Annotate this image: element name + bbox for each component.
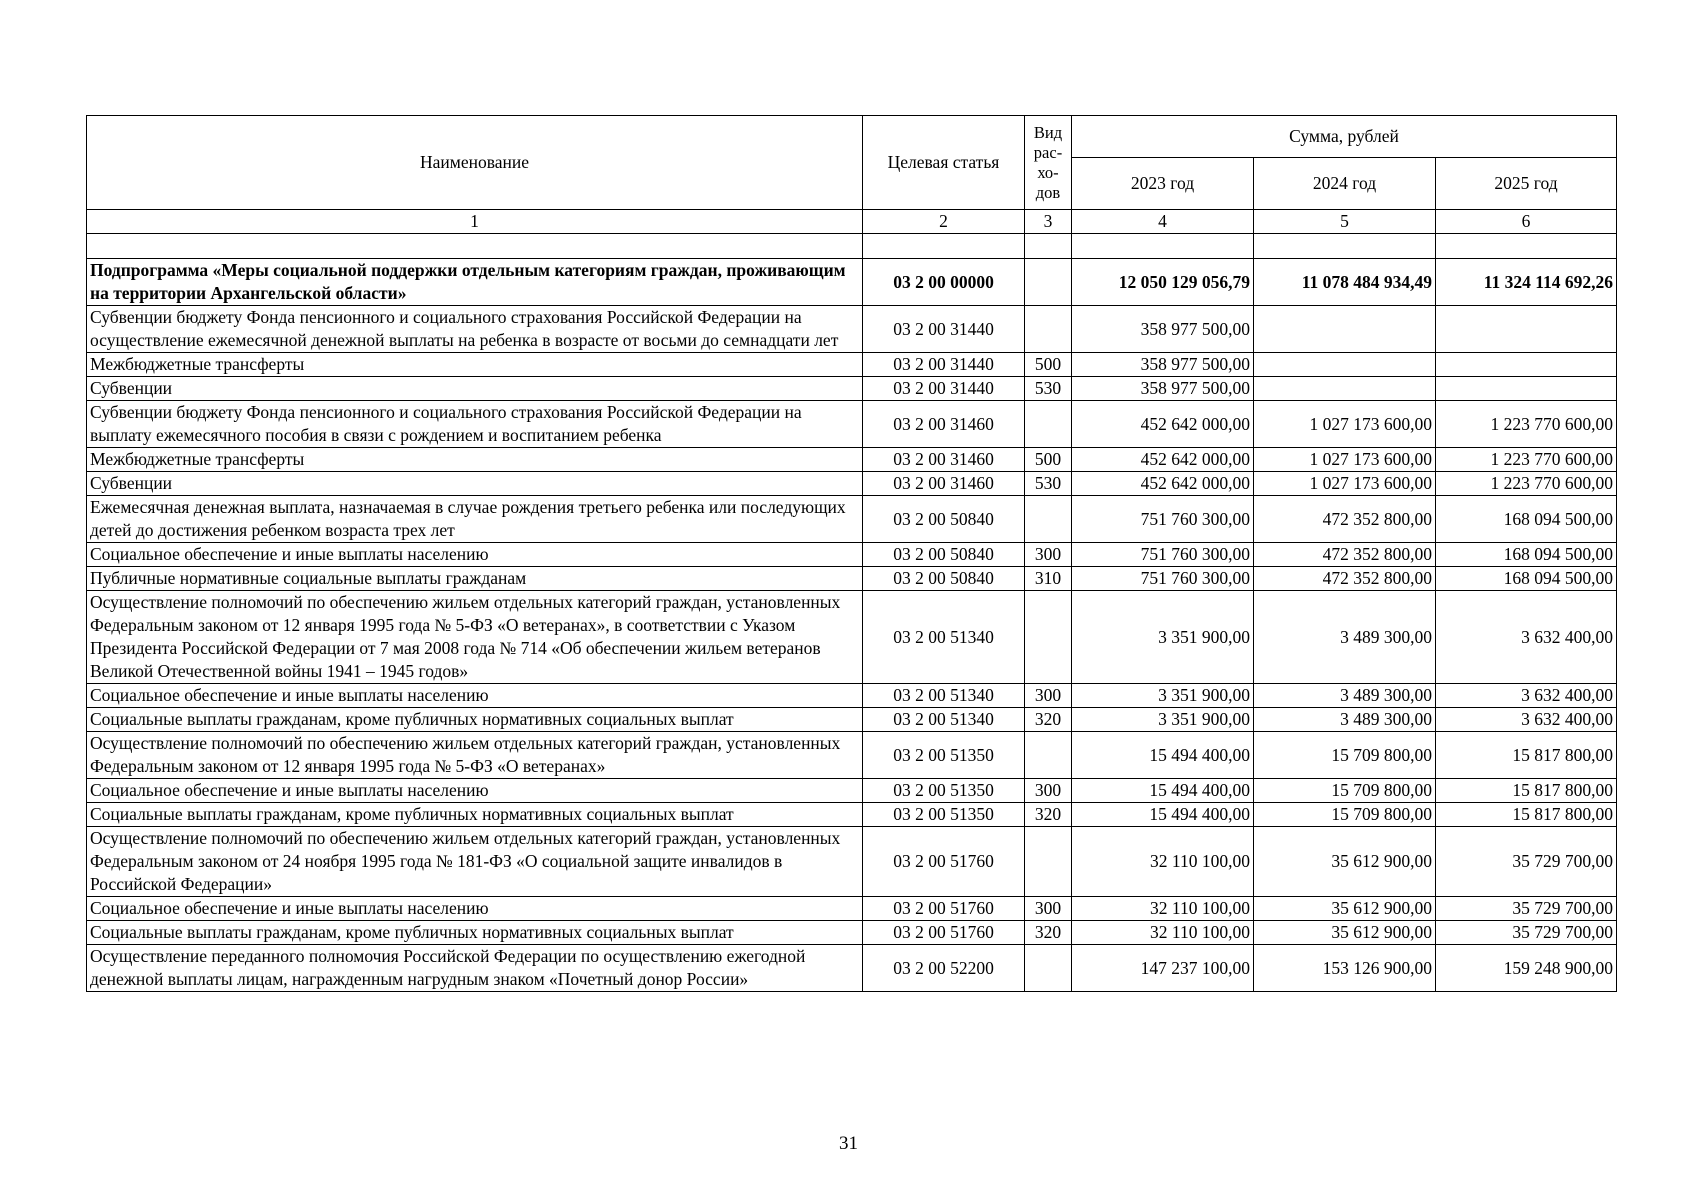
table-row <box>87 827 1617 897</box>
row-amount-2024 <box>1254 306 1436 353</box>
row-name: Социальное обеспечение и иные выплаты населению <box>87 779 863 803</box>
row-amount-2024: 3 489 300,00 <box>1254 708 1436 732</box>
row-amount-2023: 751 760 300,00 <box>1072 567 1254 591</box>
row-amount-2025: 168 094 500,00 <box>1436 496 1617 543</box>
table-row <box>87 353 1617 377</box>
row-expense-kind: 530 <box>1025 472 1072 496</box>
row-name: Субвенции <box>87 472 863 496</box>
row-amount-2023: 751 760 300,00 <box>1072 496 1254 543</box>
row-expense-kind: 300 <box>1025 897 1072 921</box>
row-amount-2025 <box>1436 353 1617 377</box>
row-amount-2025: 3 632 400,00 <box>1436 684 1617 708</box>
row-amount-2023: 15 494 400,00 <box>1072 732 1254 779</box>
row-name: Социальное обеспечение и иные выплаты населению <box>87 897 863 921</box>
table-row <box>87 732 1617 779</box>
table-row <box>87 448 1617 472</box>
row-target-code: 03 2 00 51340 <box>863 591 1025 684</box>
row-amount-2025: 11 324 114 692,26 <box>1436 259 1617 306</box>
row-amount-2024: 3 489 300,00 <box>1254 591 1436 684</box>
table-row <box>87 708 1617 732</box>
row-target-code: 03 2 00 50840 <box>863 496 1025 543</box>
row-amount-2024 <box>1254 377 1436 401</box>
row-amount-2023: 452 642 000,00 <box>1072 448 1254 472</box>
row-amount-2023: 12 050 129 056,79 <box>1072 259 1254 306</box>
row-amount-2024: 15 709 800,00 <box>1254 732 1436 779</box>
row-target-code: 03 2 00 51760 <box>863 897 1025 921</box>
row-amount-2024: 472 352 800,00 <box>1254 496 1436 543</box>
row-amount-2023: 3 351 900,00 <box>1072 708 1254 732</box>
row-target-code: 03 2 00 51350 <box>863 732 1025 779</box>
row-name: Межбюджетные трансферты <box>87 353 863 377</box>
empty-cell <box>1025 234 1072 259</box>
row-target-code: 03 2 00 31460 <box>863 401 1025 448</box>
table-row <box>87 779 1617 803</box>
row-amount-2023: 32 110 100,00 <box>1072 921 1254 945</box>
row-amount-2024: 153 126 900,00 <box>1254 945 1436 992</box>
row-amount-2025: 35 729 700,00 <box>1436 897 1617 921</box>
row-amount-2024: 472 352 800,00 <box>1254 543 1436 567</box>
row-target-code: 03 2 00 51340 <box>863 708 1025 732</box>
header-year-2024: 2024 год <box>1254 158 1436 210</box>
row-expense-kind: 530 <box>1025 377 1072 401</box>
row-target-code: 03 2 00 51350 <box>863 779 1025 803</box>
row-amount-2023: 32 110 100,00 <box>1072 827 1254 897</box>
header-target: Целевая статья <box>863 116 1025 210</box>
row-amount-2024: 11 078 484 934,49 <box>1254 259 1436 306</box>
row-name: Субвенции бюджету Фонда пенсионного и социального страхования Российской Федерации на выплату ежемесячного пособия в связи с рождением и воспитанием ребенка <box>87 401 863 448</box>
table-row <box>87 377 1617 401</box>
row-name: Социальные выплаты гражданам, кроме публичных нормативных социальных выплат <box>87 803 863 827</box>
empty-cell <box>863 234 1025 259</box>
row-amount-2025: 1 223 770 600,00 <box>1436 401 1617 448</box>
col-number: 6 <box>1436 210 1617 234</box>
row-amount-2025: 35 729 700,00 <box>1436 921 1617 945</box>
table-row <box>87 567 1617 591</box>
row-name: Субвенции <box>87 377 863 401</box>
table-row <box>87 921 1617 945</box>
row-amount-2023: 452 642 000,00 <box>1072 472 1254 496</box>
row-amount-2025: 168 094 500,00 <box>1436 543 1617 567</box>
row-expense-kind: 320 <box>1025 803 1072 827</box>
row-name: Социальные выплаты гражданам, кроме публичных нормативных социальных выплат <box>87 708 863 732</box>
empty-cell <box>1072 234 1254 259</box>
row-expense-kind: 500 <box>1025 448 1072 472</box>
row-amount-2024: 15 709 800,00 <box>1254 803 1436 827</box>
row-amount-2024: 35 612 900,00 <box>1254 897 1436 921</box>
row-amount-2025: 15 817 800,00 <box>1436 732 1617 779</box>
row-expense-kind <box>1025 945 1072 992</box>
row-expense-kind <box>1025 496 1072 543</box>
row-expense-kind <box>1025 732 1072 779</box>
row-name: Социальное обеспечение и иные выплаты населению <box>87 543 863 567</box>
row-target-code: 03 2 00 31440 <box>863 306 1025 353</box>
row-amount-2024 <box>1254 353 1436 377</box>
row-expense-kind: 300 <box>1025 779 1072 803</box>
table-row <box>87 259 1617 306</box>
row-expense-kind: 300 <box>1025 684 1072 708</box>
row-amount-2024: 1 027 173 600,00 <box>1254 401 1436 448</box>
row-amount-2025: 168 094 500,00 <box>1436 567 1617 591</box>
table-row <box>87 306 1617 353</box>
header-sum: Сумма, рублей <box>1072 116 1617 158</box>
row-name: Социальные выплаты гражданам, кроме публичных нормативных социальных выплат <box>87 921 863 945</box>
row-target-code: 03 2 00 51350 <box>863 803 1025 827</box>
row-amount-2024: 3 489 300,00 <box>1254 684 1436 708</box>
col-number: 3 <box>1025 210 1072 234</box>
row-expense-kind: 500 <box>1025 353 1072 377</box>
row-target-code: 03 2 00 51340 <box>863 684 1025 708</box>
col-number: 2 <box>863 210 1025 234</box>
header-year-2025: 2025 год <box>1436 158 1617 210</box>
row-amount-2024: 1 027 173 600,00 <box>1254 448 1436 472</box>
row-expense-kind <box>1025 401 1072 448</box>
row-amount-2025: 15 817 800,00 <box>1436 779 1617 803</box>
row-amount-2023: 358 977 500,00 <box>1072 306 1254 353</box>
row-amount-2025: 15 817 800,00 <box>1436 803 1617 827</box>
row-name: Межбюджетные трансферты <box>87 448 863 472</box>
row-amount-2025 <box>1436 377 1617 401</box>
row-name: Публичные нормативные социальные выплаты гражданам <box>87 567 863 591</box>
row-amount-2023: 3 351 900,00 <box>1072 684 1254 708</box>
table-row <box>87 472 1617 496</box>
table-row <box>87 945 1617 992</box>
row-name: Ежемесячная денежная выплата, назначаемая в случае рождения третьего ребенка или последующих детей до достижения ребенком возраста трех лет <box>87 496 863 543</box>
row-amount-2025: 3 632 400,00 <box>1436 708 1617 732</box>
row-amount-2024: 35 612 900,00 <box>1254 921 1436 945</box>
row-amount-2025: 1 223 770 600,00 <box>1436 448 1617 472</box>
row-target-code: 03 2 00 50840 <box>863 567 1025 591</box>
row-expense-kind: 320 <box>1025 921 1072 945</box>
row-amount-2023: 3 351 900,00 <box>1072 591 1254 684</box>
table-row <box>87 897 1617 921</box>
row-amount-2025: 159 248 900,00 <box>1436 945 1617 992</box>
row-expense-kind <box>1025 827 1072 897</box>
page-number: 31 <box>839 1133 858 1154</box>
table-row <box>87 543 1617 567</box>
col-number: 5 <box>1254 210 1436 234</box>
row-name: Социальное обеспечение и иные выплаты населению <box>87 684 863 708</box>
col-number: 4 <box>1072 210 1254 234</box>
table-row <box>87 803 1617 827</box>
row-amount-2023: 751 760 300,00 <box>1072 543 1254 567</box>
row-target-code: 03 2 00 00000 <box>863 259 1025 306</box>
row-amount-2024: 1 027 173 600,00 <box>1254 472 1436 496</box>
row-name: Осуществление полномочий по обеспечению жильем отдельных категорий граждан, установленных Федеральным законом от 24 ноября 1995 года № 181-ФЗ «О социальной защите инвалидов в Российской Федерации» <box>87 827 863 897</box>
empty-cell <box>1254 234 1436 259</box>
row-target-code: 03 2 00 51760 <box>863 827 1025 897</box>
row-amount-2023: 32 110 100,00 <box>1072 897 1254 921</box>
row-name: Подпрограмма «Меры социальной поддержки отдельным категориям граждан, проживающим на территории Архангельской области» <box>87 259 863 306</box>
row-name: Осуществление переданного полномочия Российской Федерации по осуществлению ежегодной денежной выплаты лицам, награжденным нагрудным знаком «Почетный донор России» <box>87 945 863 992</box>
table-row <box>87 401 1617 448</box>
row-expense-kind: 310 <box>1025 567 1072 591</box>
empty-cell <box>1436 234 1617 259</box>
table-body <box>87 234 1617 992</box>
row-name: Субвенции бюджету Фонда пенсионного и социального страхования Российской Федерации на осуществление ежемесячной денежной выплаты на ребенка в возрасте от восьми до семнадцати лет <box>87 306 863 353</box>
row-target-code: 03 2 00 52200 <box>863 945 1025 992</box>
row-amount-2024: 15 709 800,00 <box>1254 779 1436 803</box>
table-row <box>87 591 1617 684</box>
row-expense-kind: 320 <box>1025 708 1072 732</box>
header-year-2023: 2023 год <box>1072 158 1254 210</box>
row-target-code: 03 2 00 51760 <box>863 921 1025 945</box>
row-target-code: 03 2 00 31440 <box>863 353 1025 377</box>
row-target-code: 03 2 00 31460 <box>863 472 1025 496</box>
row-amount-2023: 15 494 400,00 <box>1072 803 1254 827</box>
table-row <box>87 496 1617 543</box>
row-amount-2024: 35 612 900,00 <box>1254 827 1436 897</box>
row-target-code: 03 2 00 50840 <box>863 543 1025 567</box>
row-target-code: 03 2 00 31440 <box>863 377 1025 401</box>
row-amount-2024: 472 352 800,00 <box>1254 567 1436 591</box>
table-row <box>87 684 1617 708</box>
row-amount-2023: 452 642 000,00 <box>1072 401 1254 448</box>
row-amount-2025: 35 729 700,00 <box>1436 827 1617 897</box>
row-amount-2025: 3 632 400,00 <box>1436 591 1617 684</box>
row-amount-2023: 15 494 400,00 <box>1072 779 1254 803</box>
empty-cell <box>87 234 863 259</box>
row-amount-2023: 358 977 500,00 <box>1072 353 1254 377</box>
row-amount-2023: 147 237 100,00 <box>1072 945 1254 992</box>
row-expense-kind <box>1025 259 1072 306</box>
blank-row <box>87 234 1617 259</box>
row-amount-2023: 358 977 500,00 <box>1072 377 1254 401</box>
budget-table <box>86 115 1617 992</box>
row-amount-2025: 1 223 770 600,00 <box>1436 472 1617 496</box>
row-target-code: 03 2 00 31460 <box>863 448 1025 472</box>
row-expense-kind <box>1025 306 1072 353</box>
row-name: Осуществление полномочий по обеспечению жильем отдельных категорий граждан, установленных Федеральным законом от 12 января 1995 года № 5-ФЗ «О ветеранах», в соответствии с Указом Президента Российской Федерации от 7 мая 2008 года № 714 «Об обеспечении жильем ветеранов Великой Отечественной войны 1941 – 1945 годов» <box>87 591 863 684</box>
header-name: Наименование <box>87 116 863 210</box>
row-amount-2025 <box>1436 306 1617 353</box>
col-number: 1 <box>87 210 863 234</box>
row-name: Осуществление полномочий по обеспечению жильем отдельных категорий граждан, установленных Федеральным законом от 12 января 1995 года № 5-ФЗ «О ветеранах» <box>87 732 863 779</box>
row-expense-kind <box>1025 591 1072 684</box>
header-kind: Вид рас-хо-дов <box>1025 116 1072 210</box>
row-expense-kind: 300 <box>1025 543 1072 567</box>
